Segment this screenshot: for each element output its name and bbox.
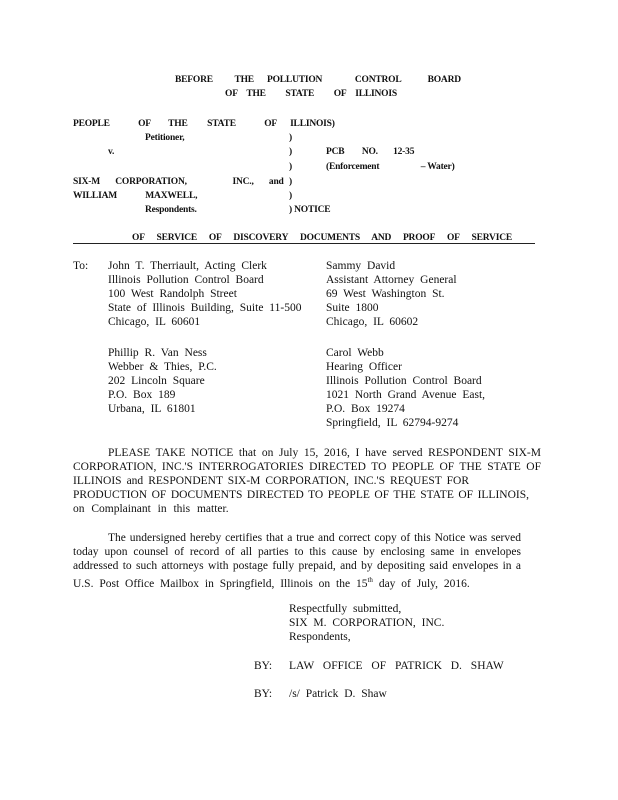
heading-board: BEFORE THE POLLUTION CONTROL BOARD — [175, 75, 461, 85]
caption-v: v. — [108, 147, 115, 157]
by-label: BY: — [254, 660, 273, 672]
caption-people: PEOPLE OF THE STATE OF ILLINOIS) — [73, 119, 335, 129]
to-label: To: — [73, 260, 89, 272]
address-clerk: John T. Therriault, Acting Clerk Illinois Pollution Control Board 100 West Randolph Street State of Illinois Building, Suite 11-500 Chicago, IL 60601 — [108, 260, 302, 328]
case-type: (Enforcement – Water) — [326, 162, 455, 172]
caption-petitioner: Petitioner, — [145, 133, 185, 143]
paren: ) — [289, 147, 292, 157]
address-hearing-officer: Carol Webb Hearing Officer Illinois Pollution Control Board 1021 North Grand Avenue East, P.O. Box 19274 Springfield, IL 62794-9274 — [326, 347, 486, 429]
notice-paragraph: PLEASE TAKE NOTICE that on July 15, 2016, I have served RESPONDENT SIX-M CORPORATION, INC.'S INTERROGATORIES DIRECTED TO PEOPLE OF THE STATE OF ILLINOIS and RESPONDENT SIX-M CORPORATION, INC.'S REQUEST FOR PRODUCTION OF DOCUMENTS DIRECTED TO PEOPLE OF THE STATE OF ILLINOIS, on Complainant in this matter. — [73, 447, 541, 515]
paren: ) — [289, 191, 292, 201]
address-van-ness: Phillip R. Van Ness Webber & Thies, P.C. 202 Lincoln Square P.O. Box 189 Urbana, IL 61801 — [108, 347, 217, 415]
caption-sixm: SIX-M CORPORATION, INC., and — [73, 177, 284, 187]
heading-state: OF THE STATE OF ILLINOIS — [225, 89, 397, 99]
by-label: BY: — [254, 688, 273, 700]
notice-label: ) NOTICE — [289, 205, 331, 215]
case-number: PCB NO. 12-35 — [326, 147, 415, 157]
paren: ) — [289, 133, 292, 143]
law-office: LAW OFFICE OF PATRICK D. SHAW — [289, 660, 504, 672]
caption-william: WILLIAM MAXWELL, — [73, 191, 198, 201]
caption-rule — [73, 243, 535, 244]
certificate-paragraph: The undersigned hereby certifies that a true and correct copy of this Notice was served today upon counsel of record of all parties to this cause by enclosing same in envelopes addressed to such attorneys with postage fully prepaid, and by depositing said envelopes in a U.S. Post Office Mailbox in Springfield, Illinois on the 15th day of July, 2016. — [73, 532, 521, 590]
paren: ) — [289, 162, 292, 172]
notice-title: OF SERVICE OF DISCOVERY DOCUMENTS AND PROOF OF SERVICE — [132, 233, 512, 243]
address-attorney-general: Sammy David Assistant Attorney General 69 West Washington St. Suite 1800 Chicago, IL 60602 — [326, 260, 457, 328]
signature-block: Respectfully submitted, SIX M. CORPORATION, INC. Respondents, — [289, 603, 445, 643]
signature-name: /s/ Patrick D. Shaw — [289, 688, 387, 700]
caption-respondents: Respondents. — [145, 205, 197, 215]
paren: ) — [289, 177, 292, 187]
